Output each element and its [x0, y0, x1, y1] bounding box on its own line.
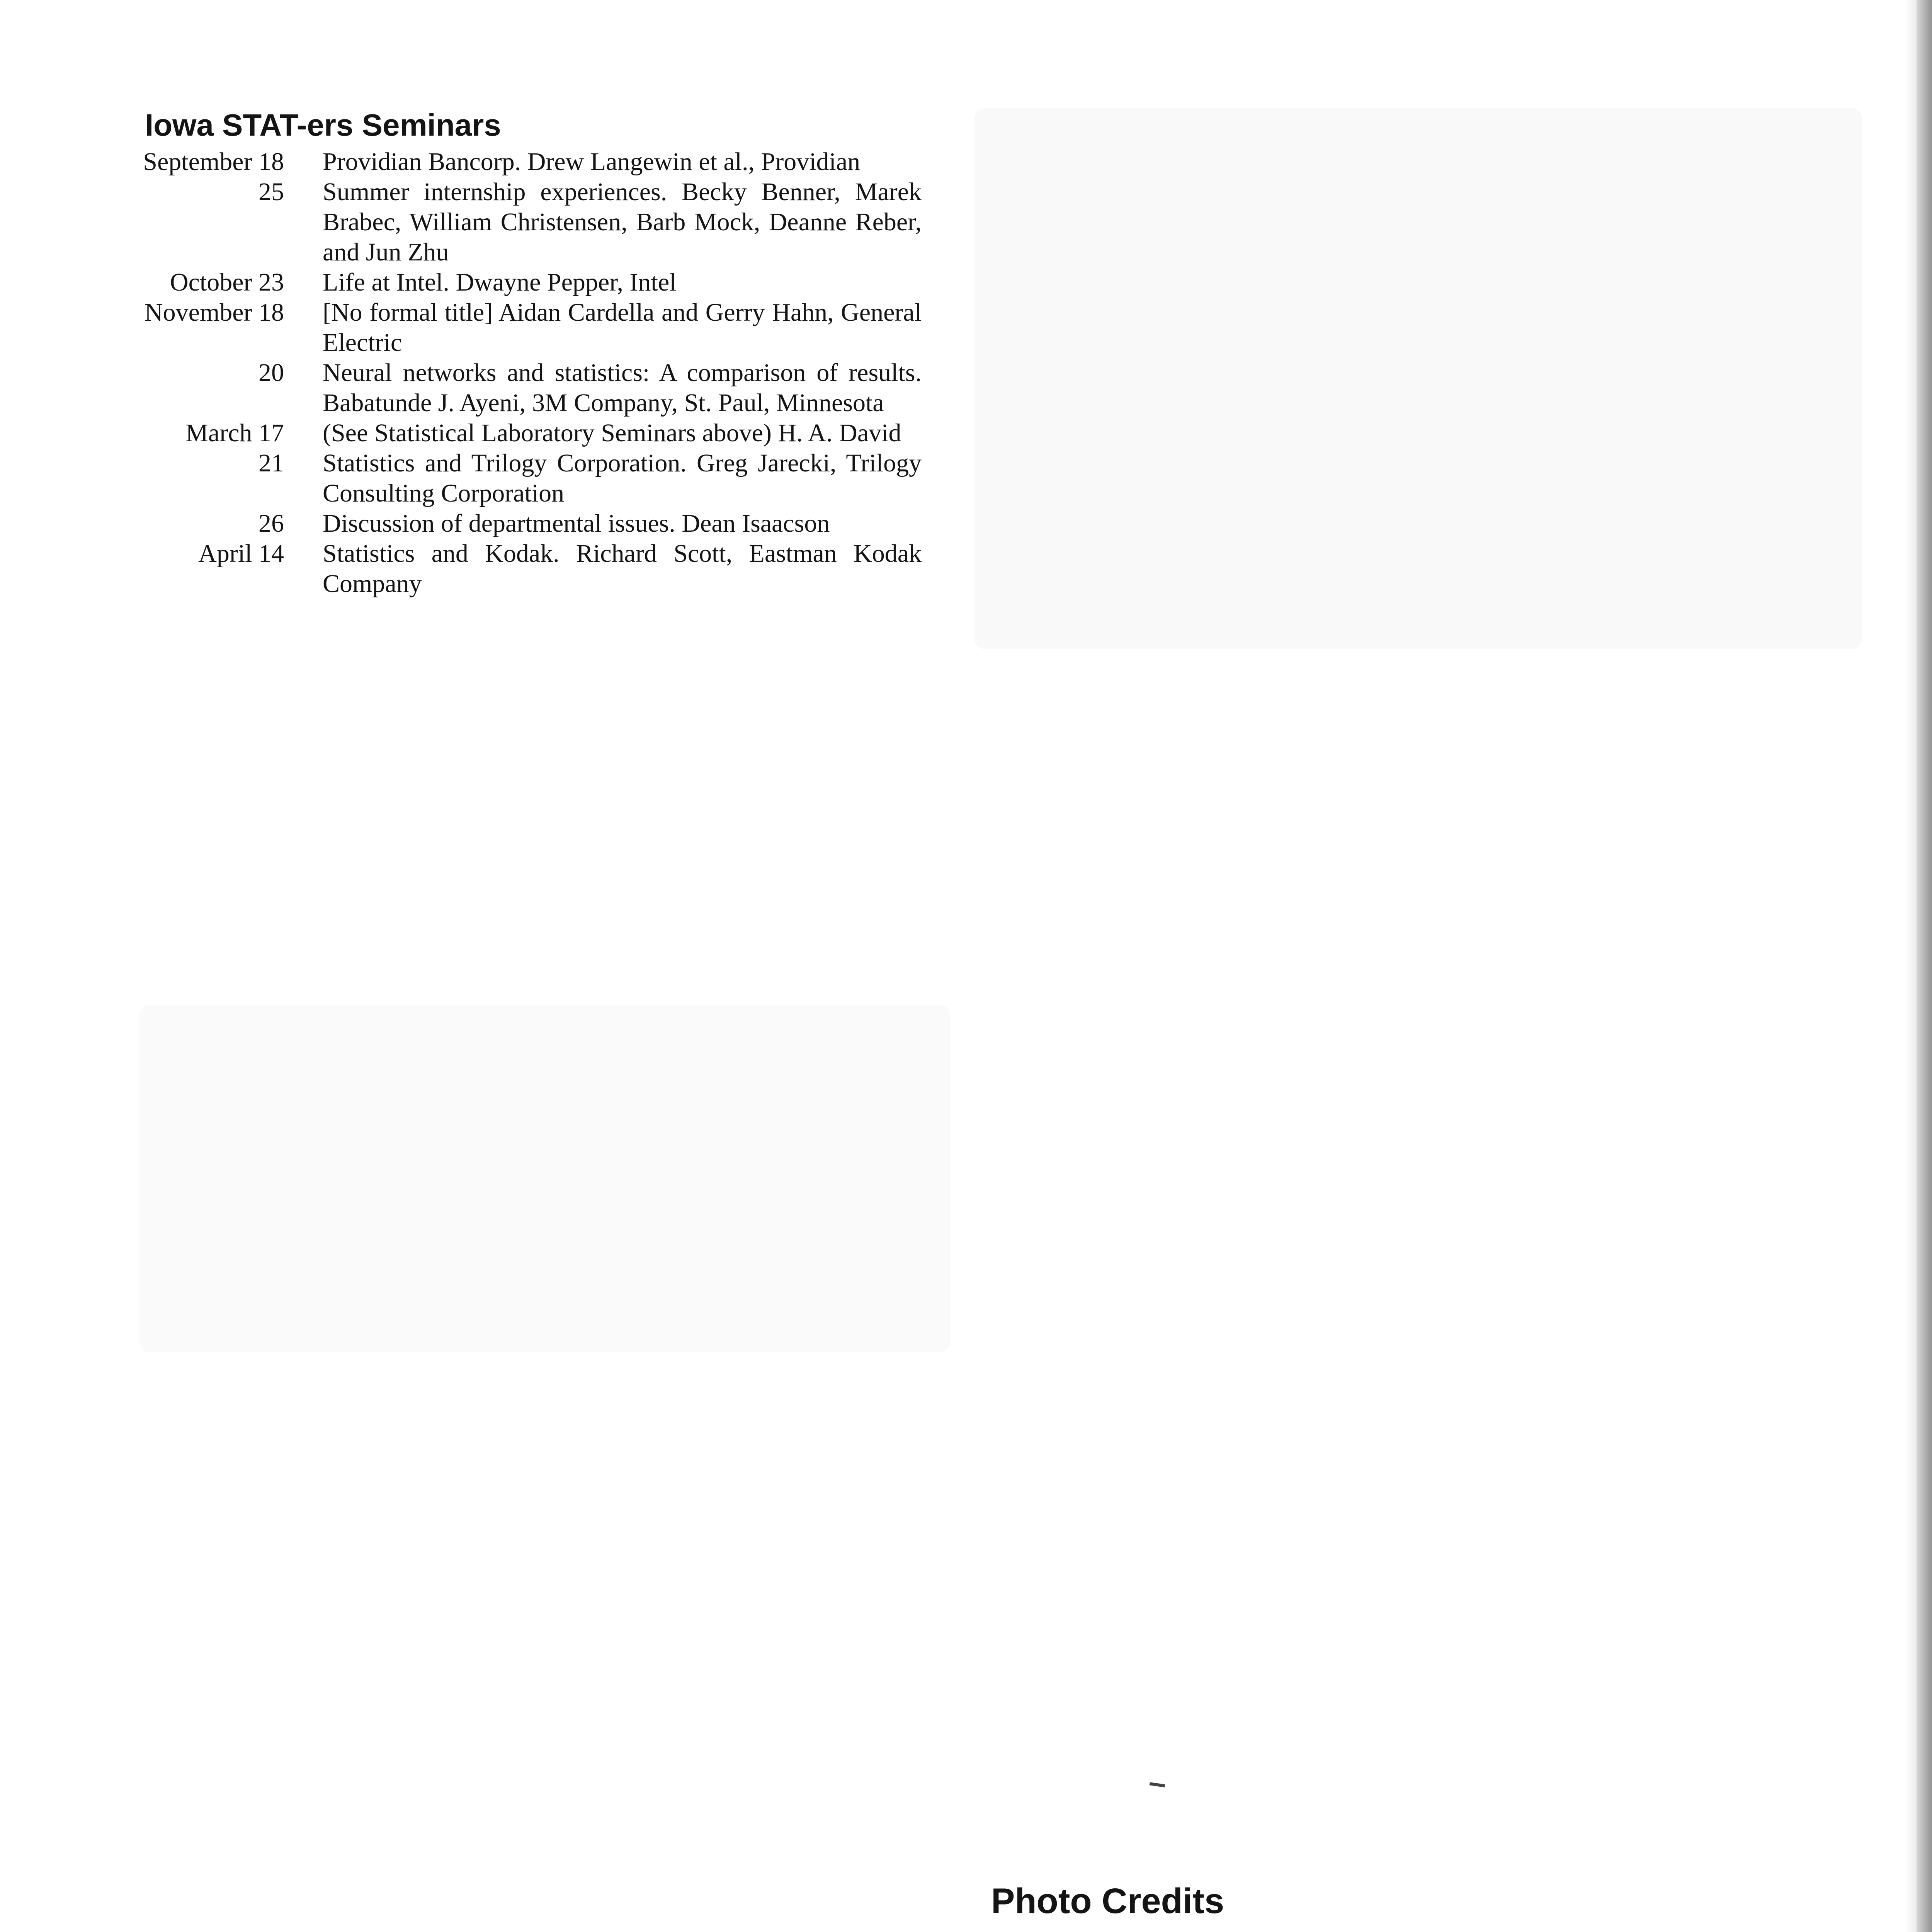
- seminar-entry: [145, 539, 922, 599]
- seminar-description: Summer internship experiences. Becky Benner, Marek Brabec, William Christensen, Barb Mock, Deanne Reber, and Jun Zhu: [323, 178, 922, 266]
- seminar-description: Statistics and Kodak. Richard Scott, Eastman Kodak Company: [323, 539, 922, 598]
- seminar-entry: [145, 177, 922, 267]
- iowa-staters-seminars: [145, 108, 922, 599]
- seminar-entry: [145, 298, 922, 358]
- seminar-entry: [145, 358, 922, 418]
- photo-credits: [991, 1882, 1764, 1932]
- seminar-date: 21: [259, 449, 284, 477]
- seminar-description: Providian Bancorp. Drew Langewin et al., Providian: [323, 148, 861, 176]
- stray-mark: [1150, 1782, 1165, 1787]
- seminar-description: Life at Intel. Dwayne Pepper, Intel: [323, 268, 677, 296]
- seminar-date: 25: [259, 178, 284, 206]
- seminar-date: 26: [259, 509, 284, 537]
- seminar-date: October 23: [170, 268, 284, 296]
- seminar-description: Neural networks and statistics: A comparison of results. Babatunde J. Ayeni, 3M Company, St. Paul, Minnesota: [323, 359, 922, 417]
- seminar-description: Statistics and Trilogy Corporation. Greg Jarecki, Trilogy Consulting Corporation: [323, 449, 922, 507]
- seminar-entry: [145, 147, 922, 177]
- bleed-through-shadow: [974, 108, 1862, 649]
- seminar-list: [145, 147, 922, 599]
- seminar-entry: [145, 418, 922, 448]
- seminar-entry: [145, 448, 922, 509]
- bleed-through-shadow: [139, 1005, 951, 1352]
- seminars-heading: Iowa STAT-ers Seminars: [145, 108, 501, 142]
- photo-credits-heading: Photo Credits: [991, 1881, 1225, 1921]
- seminar-date: 20: [259, 359, 284, 387]
- seminar-description: Discussion of departmental issues. Dean Isaacson: [323, 509, 830, 537]
- seminar-date: September 18: [143, 148, 284, 176]
- seminar-description: (See Statistical Laboratory Seminars above) H. A. David: [323, 419, 901, 447]
- page-edge-shadow: [1905, 0, 1917, 1932]
- seminar-date: March 17: [185, 419, 284, 447]
- seminar-description: [No formal title] Aidan Cardella and Gerry Hahn, General Electric: [323, 298, 922, 357]
- seminar-date: November 18: [144, 298, 284, 327]
- seminar-entry: [145, 509, 922, 539]
- seminar-date: April 14: [198, 539, 284, 568]
- page-edge: [1917, 0, 1932, 1932]
- seminar-entry: [145, 267, 922, 298]
